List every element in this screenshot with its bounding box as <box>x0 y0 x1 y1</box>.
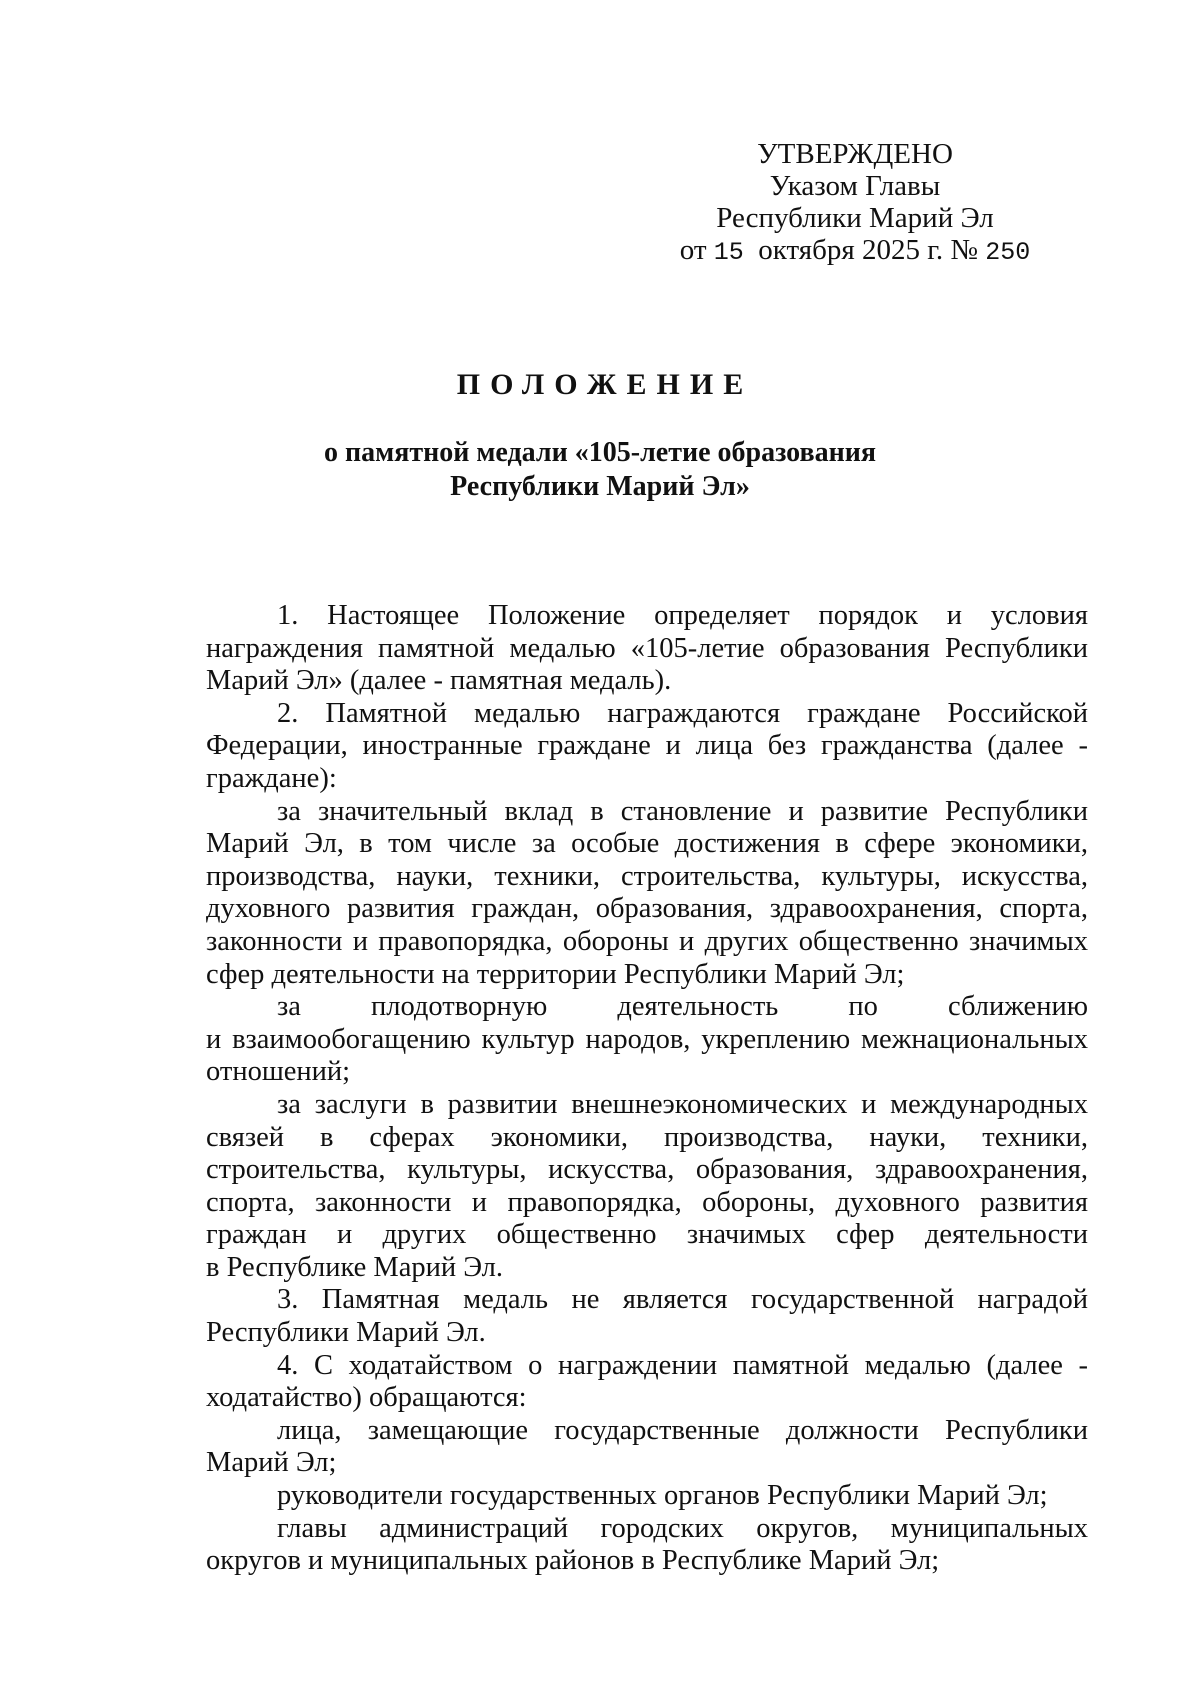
subtitle-line-2: Республики Марий Эл» <box>450 471 750 502</box>
paragraph-line: законности и правопорядка, обороны и других общественно значимых <box>206 925 1088 957</box>
paragraph-line: награждения памятной медалью «105-летие образования Республики <box>206 632 1088 664</box>
paragraph-line: 3. Памятная медаль не является государственной наградой <box>277 1284 1088 1316</box>
paragraph-line: Марий Эл, в том числе за особые достижения в сфере экономики, <box>206 828 1088 860</box>
document-subtitle <box>0 436 1200 504</box>
paragraph-line: Федерации, иностранные граждане и лица без гражданства (далее - <box>206 730 1088 762</box>
paragraph-line: в Республике Марий Эл. <box>206 1251 504 1283</box>
paragraph-line: связей в сферах экономики, производства, науки, техники, <box>206 1121 1088 1153</box>
paragraph <box>206 991 1088 1089</box>
approval-stamp <box>640 138 1070 269</box>
approval-line-decree: Указом Главы <box>769 170 941 202</box>
paragraph <box>206 1480 1088 1513</box>
paragraph <box>206 1350 1088 1415</box>
paragraph-line: Марий Эл» (далее - памятная медаль). <box>206 665 672 697</box>
paragraph <box>206 698 1088 796</box>
document-title: ПОЛОЖЕНИЕ <box>456 368 754 401</box>
paragraph-line: граждан и других общественно значимых сфер деятельности <box>206 1219 1088 1251</box>
paragraph <box>206 796 1088 992</box>
approval-date-day: 15 <box>713 238 744 267</box>
paragraph-line: лица, замещающие государственные должности Республики <box>277 1414 1088 1446</box>
paragraph-line: и взаимообогащению культур народов, укреплению межнациональных <box>206 1023 1088 1055</box>
paragraph-line: граждане): <box>206 762 337 794</box>
approval-date-prefix: от <box>679 234 707 266</box>
paragraph-line: главы администраций городских округов, муниципальных <box>277 1512 1088 1544</box>
paragraph <box>206 600 1088 698</box>
paragraph-line: округов и муниципальных районов в Республике Марий Эл; <box>206 1545 940 1577</box>
paragraph-line: за заслуги в развитии внешнеэкономических и международных <box>277 1088 1088 1120</box>
paragraph-line: руководители государственных органов Республики Марий Эл; <box>277 1480 1048 1512</box>
approval-date-month-year: октября 2025 г. № <box>758 234 979 266</box>
approval-line-republic: Республики Марий Эл <box>716 202 994 234</box>
paragraph-line: строительства, культуры, искусства, образования, здравоохранения, <box>206 1154 1088 1186</box>
paragraph <box>206 1284 1088 1349</box>
paragraph-line: ходатайство) обращаются: <box>206 1382 527 1414</box>
paragraph-line: за плодотворную деятельность по сближению <box>277 991 1088 1023</box>
paragraph-line: Марий Эл; <box>206 1447 337 1479</box>
paragraph-line: за значительный вклад в становление и развитие Республики <box>277 795 1088 827</box>
approval-line-approved: УТВЕРЖДЕНО <box>757 138 953 170</box>
document-body <box>206 600 1088 1578</box>
paragraph-line: производства, науки, техники, строительства, культуры, искусства, <box>206 860 1088 892</box>
approval-decree-number: 250 <box>985 238 1031 267</box>
paragraph-line: 1. Настоящее Положение определяет порядок и условия <box>277 600 1088 631</box>
approval-line-date <box>640 234 1070 269</box>
paragraph-line: отношений; <box>206 1056 351 1088</box>
paragraph <box>206 1415 1088 1480</box>
paragraph-line: духовного развития граждан, образования, здравоохранения, спорта, <box>206 893 1088 925</box>
paragraph <box>206 1513 1088 1578</box>
paragraph <box>206 1089 1088 1285</box>
subtitle-line-1: о памятной медали «105-летие образования <box>323 437 877 468</box>
paragraph-line: спорта, законности и правопорядка, обороны, духовного развития <box>206 1186 1088 1218</box>
paragraph-line: сфер деятельности на территории Республики Марий Эл; <box>206 958 905 990</box>
paragraph-line: 4. С ходатайством о награждении памятной медалью (далее - <box>277 1349 1088 1381</box>
paragraph-line: Республики Марий Эл. <box>206 1317 486 1349</box>
paragraph-line: 2. Памятной медалью награждаются граждане Российской <box>277 697 1088 729</box>
